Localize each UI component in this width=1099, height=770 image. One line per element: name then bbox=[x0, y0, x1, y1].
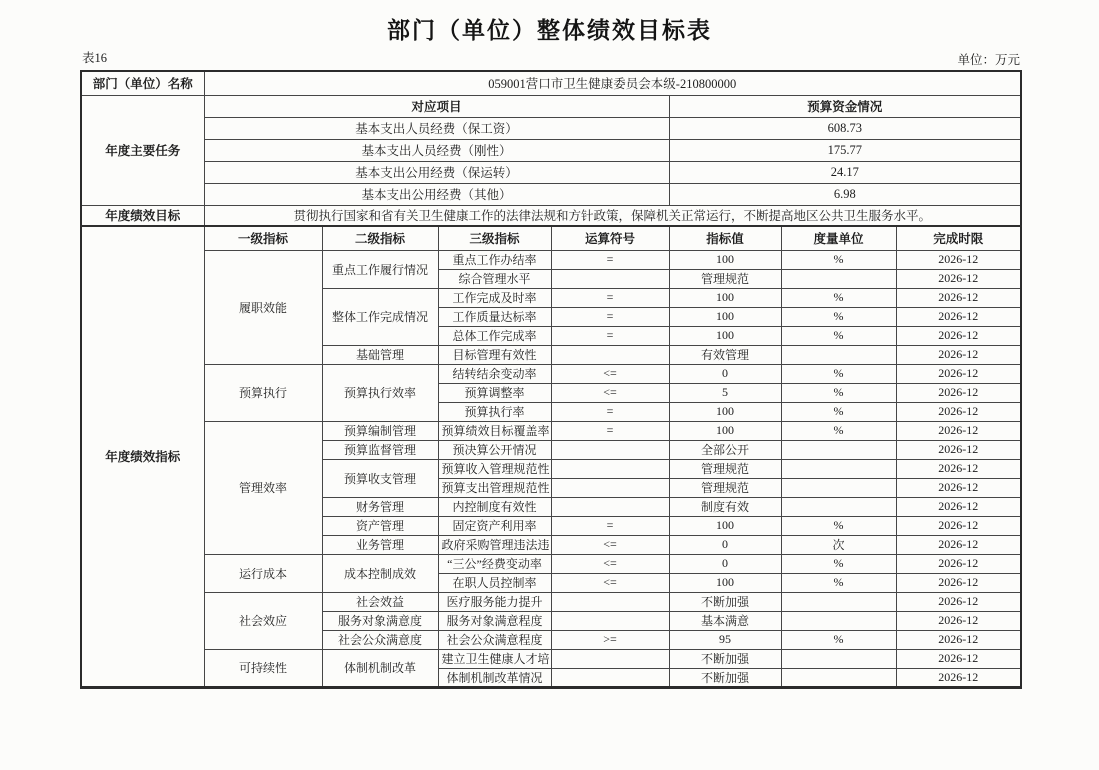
task-budget-cell: 608.73 bbox=[669, 117, 1021, 139]
indicator-value-cell: 有效管理 bbox=[669, 345, 781, 364]
indicator-value-cell: 100 bbox=[669, 516, 781, 535]
indicator-deadline-cell: 2026-12 bbox=[896, 554, 1021, 573]
indicator-operator-cell bbox=[551, 497, 669, 516]
indicator-deadline-cell: 2026-12 bbox=[896, 307, 1021, 326]
indicator-level3-cell: 预算绩效目标覆盖率 bbox=[438, 421, 551, 440]
indicator-level1-cell: 管理效率 bbox=[204, 421, 322, 554]
indicator-value-cell: 100 bbox=[669, 402, 781, 421]
indicator-operator-cell bbox=[551, 478, 669, 497]
indicator-unit-cell: % bbox=[781, 383, 896, 402]
header-level1-cell: 一级指标 bbox=[204, 226, 322, 250]
indicator-value-cell: 管理规范 bbox=[669, 478, 781, 497]
indicator-operator-cell: = bbox=[551, 326, 669, 345]
task-row bbox=[81, 117, 1021, 139]
indicator-deadline-cell: 2026-12 bbox=[896, 459, 1021, 478]
indicator-unit-cell bbox=[781, 668, 896, 687]
indicator-deadline-cell: 2026-12 bbox=[896, 535, 1021, 554]
indicator-unit-cell bbox=[781, 649, 896, 668]
indicator-value-cell: 5 bbox=[669, 383, 781, 402]
indicator-level3-cell: 预决算公开情况 bbox=[438, 440, 551, 459]
indicator-level3-cell: 目标管理有效性 bbox=[438, 345, 551, 364]
indicator-deadline-cell: 2026-12 bbox=[896, 611, 1021, 630]
header-operator-cell: 运算符号 bbox=[551, 226, 669, 250]
indicator-unit-cell: % bbox=[781, 516, 896, 535]
indicator-deadline-cell: 2026-12 bbox=[896, 649, 1021, 668]
goal-value-cell: 贯彻执行国家和省有关卫生健康工作的法律法规和方针政策，保障机关正常运行，不断提高地区公共卫生服务水平。 bbox=[204, 205, 1021, 226]
indicator-value-cell: 全部公开 bbox=[669, 440, 781, 459]
indicator-value-cell: 95 bbox=[669, 630, 781, 649]
indicator-value-cell: 100 bbox=[669, 326, 781, 345]
indicator-level2-cell: 社会效益 bbox=[322, 592, 438, 611]
indicator-value-cell: 100 bbox=[669, 307, 781, 326]
indicator-value-cell: 不断加强 bbox=[669, 592, 781, 611]
indicator-level2-cell: 服务对象满意度 bbox=[322, 611, 438, 630]
indicator-unit-cell bbox=[781, 497, 896, 516]
indicator-operator-cell bbox=[551, 592, 669, 611]
goal-row bbox=[81, 205, 1021, 226]
tasks-budget-header-cell: 预算资金情况 bbox=[669, 95, 1021, 117]
indicator-deadline-cell: 2026-12 bbox=[896, 364, 1021, 383]
indicator-operator-cell: <= bbox=[551, 554, 669, 573]
indicator-level3-cell: “三公”经费变动率 bbox=[438, 554, 551, 573]
indicator-unit-cell: % bbox=[781, 402, 896, 421]
indicator-level2-cell: 资产管理 bbox=[322, 516, 438, 535]
indicator-unit-cell: % bbox=[781, 630, 896, 649]
indicator-value-cell: 不断加强 bbox=[669, 668, 781, 687]
indicator-level1-cell: 运行成本 bbox=[204, 554, 322, 592]
indicator-level3-cell: 建立卫生健康人才培 bbox=[438, 649, 551, 668]
task-item-cell: 基本支出人员经费（保工资） bbox=[204, 117, 669, 139]
indicator-level3-cell: 内控制度有效性 bbox=[438, 497, 551, 516]
indicator-row bbox=[81, 421, 1021, 440]
indicator-unit-cell: % bbox=[781, 288, 896, 307]
indicator-deadline-cell: 2026-12 bbox=[896, 421, 1021, 440]
indicator-value-cell: 管理规范 bbox=[669, 459, 781, 478]
indicator-operator-cell bbox=[551, 649, 669, 668]
indicator-operator-cell bbox=[551, 345, 669, 364]
indicator-level1-cell: 预算执行 bbox=[204, 364, 322, 421]
indicator-level3-cell: 预算执行率 bbox=[438, 402, 551, 421]
indicator-deadline-cell: 2026-12 bbox=[896, 345, 1021, 364]
task-item-cell: 基本支出公用经费（保运转） bbox=[204, 161, 669, 183]
indicator-operator-cell: = bbox=[551, 250, 669, 269]
dept-row bbox=[81, 71, 1021, 95]
task-item-cell: 基本支出人员经费（刚性） bbox=[204, 139, 669, 161]
indicator-value-cell: 0 bbox=[669, 364, 781, 383]
unit-note: 单位：万元 bbox=[957, 53, 1020, 67]
goal-label-cell: 年度绩效目标 bbox=[81, 205, 204, 226]
indicator-unit-cell: 次 bbox=[781, 535, 896, 554]
indicator-deadline-cell: 2026-12 bbox=[896, 383, 1021, 402]
indicator-operator-cell: = bbox=[551, 421, 669, 440]
indicator-level3-cell: 总体工作完成率 bbox=[438, 326, 551, 345]
indicator-level3-cell: 医疗服务能力提升 bbox=[438, 592, 551, 611]
indicator-deadline-cell: 2026-12 bbox=[896, 478, 1021, 497]
indicator-level3-cell: 体制机制改革情况 bbox=[438, 668, 551, 687]
indicator-operator-cell: = bbox=[551, 402, 669, 421]
task-budget-cell: 6.98 bbox=[669, 183, 1021, 205]
indicator-level2-cell: 业务管理 bbox=[322, 535, 438, 554]
task-item-cell: 基本支出公用经费（其他） bbox=[204, 183, 669, 205]
indicator-value-cell: 不断加强 bbox=[669, 649, 781, 668]
indicator-deadline-cell: 2026-12 bbox=[896, 250, 1021, 269]
indicator-row bbox=[81, 364, 1021, 383]
indicator-level2-cell: 重点工作履行情况 bbox=[322, 250, 438, 288]
indicator-level2-cell: 预算监督管理 bbox=[322, 440, 438, 459]
indicator-deadline-cell: 2026-12 bbox=[896, 326, 1021, 345]
indicator-unit-cell: % bbox=[781, 421, 896, 440]
indicator-unit-cell: % bbox=[781, 307, 896, 326]
indicator-deadline-cell: 2026-12 bbox=[896, 573, 1021, 592]
indicator-level3-cell: 重点工作办结率 bbox=[438, 250, 551, 269]
indicator-value-cell: 0 bbox=[669, 554, 781, 573]
indicator-deadline-cell: 2026-12 bbox=[896, 269, 1021, 288]
indicator-unit-cell bbox=[781, 440, 896, 459]
indicator-header-row bbox=[81, 226, 1021, 250]
performance-target-table bbox=[80, 70, 1022, 689]
indicator-unit-cell: % bbox=[781, 554, 896, 573]
indicator-level2-cell: 整体工作完成情况 bbox=[322, 288, 438, 345]
table-no: 表16 bbox=[82, 51, 108, 65]
indicator-value-cell: 制度有效 bbox=[669, 497, 781, 516]
indicator-row bbox=[81, 649, 1021, 668]
indicator-unit-cell: % bbox=[781, 326, 896, 345]
indicator-level1-cell: 社会效应 bbox=[204, 592, 322, 649]
task-budget-cell: 175.77 bbox=[669, 139, 1021, 161]
indicator-level3-cell: 预算支出管理规范性 bbox=[438, 478, 551, 497]
tasks-item-header-cell: 对应项目 bbox=[204, 95, 669, 117]
indicator-unit-cell: % bbox=[781, 573, 896, 592]
indicator-deadline-cell: 2026-12 bbox=[896, 440, 1021, 459]
indicator-operator-cell bbox=[551, 440, 669, 459]
indicator-row bbox=[81, 554, 1021, 573]
task-row bbox=[81, 139, 1021, 161]
indicator-unit-cell bbox=[781, 478, 896, 497]
indicators-label-cell: 年度绩效指标 bbox=[81, 226, 204, 687]
dept-label-cell: 部门（单位）名称 bbox=[81, 71, 204, 95]
indicator-unit-cell: % bbox=[781, 250, 896, 269]
indicator-value-cell: 基本满意 bbox=[669, 611, 781, 630]
indicator-deadline-cell: 2026-12 bbox=[896, 592, 1021, 611]
indicator-level2-cell: 预算收支管理 bbox=[322, 459, 438, 497]
indicator-operator-cell: <= bbox=[551, 364, 669, 383]
indicator-level3-cell: 预算调整率 bbox=[438, 383, 551, 402]
indicator-level3-cell: 综合管理水平 bbox=[438, 269, 551, 288]
indicator-level2-cell: 社会公众满意度 bbox=[322, 630, 438, 649]
indicator-operator-cell: <= bbox=[551, 573, 669, 592]
indicator-unit-cell bbox=[781, 269, 896, 288]
indicator-deadline-cell: 2026-12 bbox=[896, 402, 1021, 421]
indicator-operator-cell bbox=[551, 459, 669, 478]
header-level2-cell: 二级指标 bbox=[322, 226, 438, 250]
header-unit-cell: 度量单位 bbox=[781, 226, 896, 250]
indicator-value-cell: 100 bbox=[669, 288, 781, 307]
indicator-value-cell: 100 bbox=[669, 421, 781, 440]
indicator-level2-cell: 成本控制成效 bbox=[322, 554, 438, 592]
indicator-level3-cell: 在职人员控制率 bbox=[438, 573, 551, 592]
indicator-unit-cell bbox=[781, 592, 896, 611]
indicator-level2-cell: 基础管理 bbox=[322, 345, 438, 364]
indicator-unit-cell bbox=[781, 611, 896, 630]
indicator-operator-cell: = bbox=[551, 307, 669, 326]
indicator-level2-cell: 预算编制管理 bbox=[322, 421, 438, 440]
indicator-deadline-cell: 2026-12 bbox=[896, 288, 1021, 307]
indicator-level1-cell: 可持续性 bbox=[204, 649, 322, 687]
tasks-label-cell: 年度主要任务 bbox=[81, 95, 204, 205]
indicator-level3-cell: 工作完成及时率 bbox=[438, 288, 551, 307]
indicator-level3-cell: 服务对象满意程度 bbox=[438, 611, 551, 630]
indicator-operator-cell: <= bbox=[551, 535, 669, 554]
tasks-header-row bbox=[81, 95, 1021, 117]
indicator-value-cell: 100 bbox=[669, 250, 781, 269]
indicator-level3-cell: 政府采购管理违法违 bbox=[438, 535, 551, 554]
indicator-level2-cell: 体制机制改革 bbox=[322, 649, 438, 687]
indicator-level3-cell: 工作质量达标率 bbox=[438, 307, 551, 326]
dept-value-cell: 059001营口市卫生健康委员会本级-210800000 bbox=[204, 71, 1021, 95]
indicator-operator-cell: >= bbox=[551, 630, 669, 649]
doc-title: 部门（单位）整体绩效目标表 bbox=[387, 17, 712, 43]
task-row bbox=[81, 183, 1021, 205]
indicator-value-cell: 管理规范 bbox=[669, 269, 781, 288]
indicator-level3-cell: 固定资产利用率 bbox=[438, 516, 551, 535]
indicator-operator-cell bbox=[551, 269, 669, 288]
indicator-operator-cell: = bbox=[551, 516, 669, 535]
indicator-level2-cell: 财务管理 bbox=[322, 497, 438, 516]
indicator-level1-cell: 履职效能 bbox=[204, 250, 322, 364]
task-budget-cell: 24.17 bbox=[669, 161, 1021, 183]
indicator-deadline-cell: 2026-12 bbox=[896, 497, 1021, 516]
indicator-operator-cell bbox=[551, 611, 669, 630]
indicator-deadline-cell: 2026-12 bbox=[896, 630, 1021, 649]
indicator-level3-cell: 预算收入管理规范性 bbox=[438, 459, 551, 478]
header-level3-cell: 三级指标 bbox=[438, 226, 551, 250]
indicator-unit-cell: % bbox=[781, 364, 896, 383]
indicator-value-cell: 100 bbox=[669, 573, 781, 592]
indicator-value-cell: 0 bbox=[669, 535, 781, 554]
indicator-deadline-cell: 2026-12 bbox=[896, 668, 1021, 687]
indicator-operator-cell bbox=[551, 668, 669, 687]
indicator-row bbox=[81, 592, 1021, 611]
indicator-unit-cell bbox=[781, 345, 896, 364]
indicator-operator-cell: = bbox=[551, 288, 669, 307]
indicator-unit-cell bbox=[781, 459, 896, 478]
indicator-deadline-cell: 2026-12 bbox=[896, 516, 1021, 535]
indicator-row bbox=[81, 250, 1021, 269]
indicator-operator-cell: <= bbox=[551, 383, 669, 402]
header-value-cell: 指标值 bbox=[669, 226, 781, 250]
indicator-level3-cell: 结转结余变动率 bbox=[438, 364, 551, 383]
header-deadline-cell: 完成时限 bbox=[896, 226, 1021, 250]
indicator-level2-cell: 预算执行效率 bbox=[322, 364, 438, 421]
indicator-level3-cell: 社会公众满意程度 bbox=[438, 630, 551, 649]
task-row bbox=[81, 161, 1021, 183]
